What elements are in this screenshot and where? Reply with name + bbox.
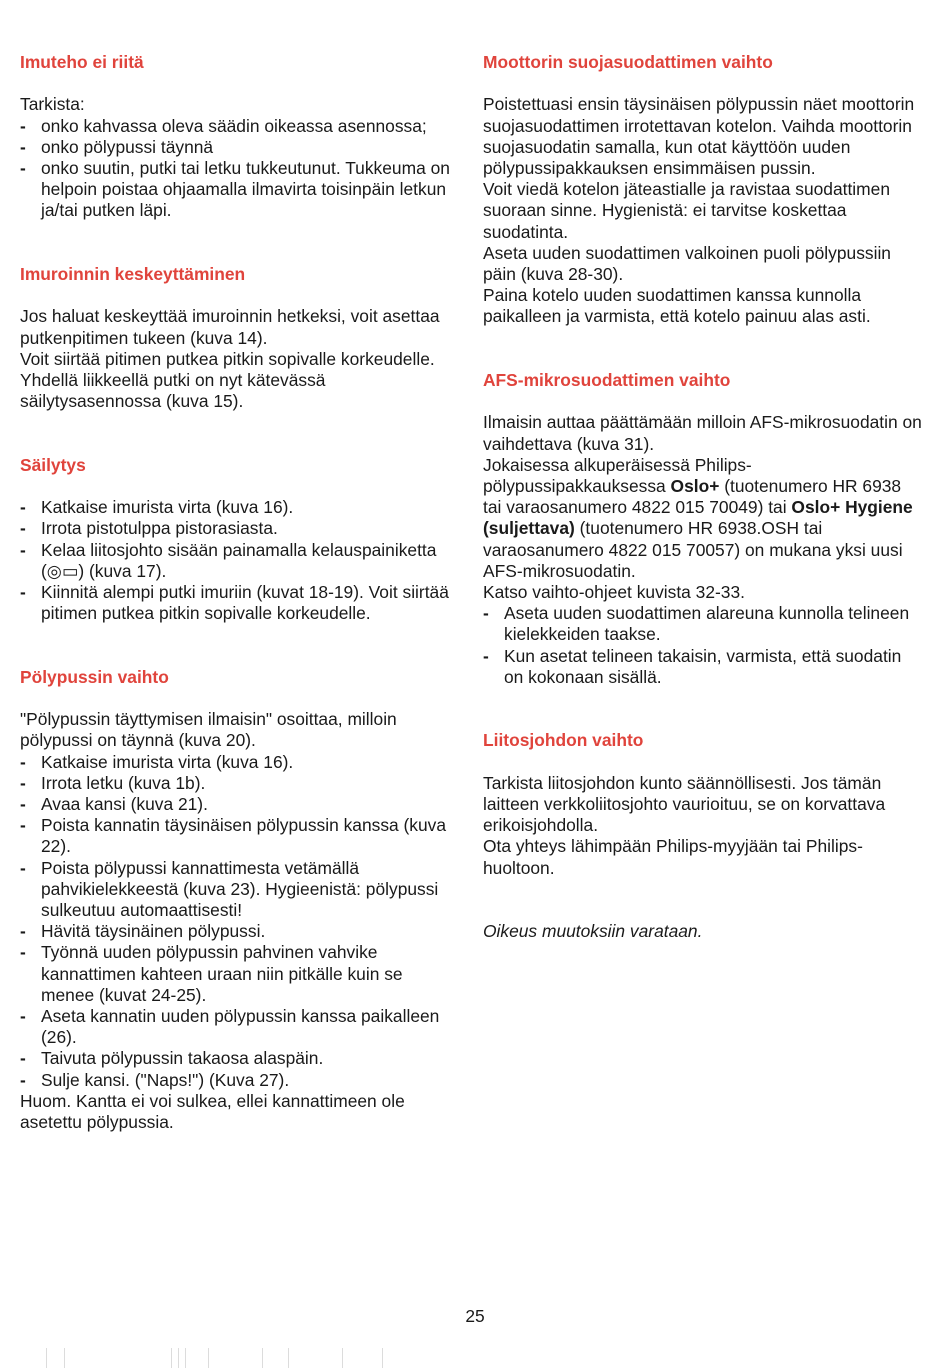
- paragraph: Poistettuasi ensin täysinäisen pölypussin näet moottorin suojasuodattimen irrotettavan kotelon. Vaihda moottorin suojasuodatin samalla, kun otat käyttöön uuden pölypussipakkauksen ensimmäisen pussin.: [483, 94, 915, 178]
- section-title-moottori: Moottorin suojasuodattimen vaihto: [483, 52, 773, 72]
- section-polypussi: [20, 667, 460, 1133]
- scan-mark: [64, 1348, 65, 1368]
- paragraph: Ota yhteys lähimpään Philips-myyjään tai Philips-huoltoon.: [483, 836, 863, 878]
- list-item: - Katkaise imurista virta (kuva 16).: [20, 752, 460, 773]
- list-item: - Aseta uuden suodattimen alareuna kunnolla telineen kielekkeiden taakse.: [483, 603, 923, 645]
- afs-list: [483, 603, 923, 688]
- paragraph: Paina kotelo uuden suodattimen kanssa kunnolla paikalleen ja varmista, että kotelo painuu alas asti.: [483, 285, 871, 327]
- section-liitosjohto: [483, 730, 923, 878]
- scan-mark: [185, 1348, 186, 1368]
- paragraph: Yhdellä liikkeellä putki on nyt kätevässä säilytysasennossa (kuva 15).: [20, 370, 326, 412]
- section-afs: [483, 370, 923, 688]
- list-item: - onko kahvassa oleva säädin oikeassa asennossa;: [20, 116, 460, 137]
- section-imuteho: [20, 52, 460, 222]
- list-item: - Poista pölypussi kannattimesta vetämällä pahvikielekkeestä (kuva 23). Hygieenistä: pölypussi sulkeutuu automaattisesti!: [20, 858, 460, 922]
- section-moottori: [483, 52, 923, 328]
- list-item: - Taivuta pölypussin takaosa alaspäin.: [20, 1048, 460, 1069]
- paragraph: Voit siirtää pitimen putkea pitkin sopivalle korkeudelle.: [20, 348, 435, 369]
- left-column: [20, 52, 460, 1133]
- list-item: - Kelaa liitosjohto sisään painamalla kelauspainiketta (◎▭) (kuva 17).: [20, 540, 460, 582]
- list-item: - Avaa kansi (kuva 21).: [20, 794, 460, 815]
- imuteho-list: [20, 116, 460, 222]
- polypussi-list: [20, 752, 460, 1091]
- list-item: - Hävitä täysinäinen pölypussi.: [20, 921, 460, 942]
- right-column: [483, 52, 923, 942]
- product-name-oslo: Oslo+: [670, 476, 720, 497]
- polypussi-note: Huom. Kantta ei voi sulkea, ellei kannattimeen ole asetettu pölypussia.: [20, 1090, 405, 1133]
- polypussi-intro: "Pölypussin täyttymisen ilmaisin" osoittaa, milloin pölypussi on täynnä (kuva 20).: [20, 709, 397, 751]
- list-item: - onko suutin, putki tai letku tukkeutunut. Tukkeuma on helpoin poistaa ohjaamalla ilmavirta toisinpäin letkun ja/tai putken läpi.: [20, 158, 460, 222]
- section-title-keskeyttaminen: Imuroinnin keskeyttäminen: [20, 264, 246, 284]
- footer-note: Oikeus muutoksiin varataan.: [483, 921, 703, 942]
- imuteho-intro: Tarkista:: [20, 94, 85, 115]
- paragraph: Jos haluat keskeyttää imuroinnin hetkeksi, voit asettaa putkenpitimen tukeen (kuva 14).: [20, 306, 440, 348]
- paragraph: Tarkista liitosjohdon kunto säännöllisesti. Jos tämän laitteen verkkoliitosjohto vaurioituu, se on korvattava erikoisjohdolla.: [483, 772, 886, 836]
- list-item: - Kiinnitä alempi putki imuriin (kuvat 18-19). Voit siirtää pitimen putkea pitkin sopivalle korkeudelle.: [20, 582, 460, 624]
- list-item: - Irrota pistotulppa pistorasiasta.: [20, 518, 460, 539]
- section-title-sailytys: Säilytys: [20, 454, 86, 475]
- list-item: - Kun asetat telineen takaisin, varmista, että suodatin on kokonaan sisällä.: [483, 646, 923, 688]
- list-item: - Työnnä uuden pölypussin pahvinen vahvike kannattimen kahteen uraan niin pitkälle kuin se menee (kuvat 24-25).: [20, 942, 460, 1006]
- section-sailytys: [20, 455, 460, 625]
- sailytys-list: [20, 497, 460, 624]
- text-run: Jokaisessa alkuperäisessä Philips-pölypussipakkauksessa: [483, 454, 752, 497]
- scan-mark: [178, 1348, 179, 1368]
- paragraph: Katso vaihto-ohjeet kuvista 32-33.: [483, 582, 745, 603]
- paragraph-products: [483, 455, 923, 582]
- text-run: (tuotenumero HR 6938 tai varaosanumero 4822 015 70049) tai: [483, 476, 902, 518]
- list-item: - Sulje kansi. ("Naps!") (Kuva 27).: [20, 1070, 460, 1091]
- section-title-afs: AFS-mikrosuodattimen vaihto: [483, 370, 731, 391]
- scan-mark: [46, 1348, 47, 1368]
- product-name-oslo-hygiene: Oslo+ Hygiene (suljettava): [483, 497, 913, 539]
- paragraph: Ilmaisin auttaa päättämään milloin AFS-mikrosuodatin on vaihdettava (kuva 31).: [483, 412, 922, 454]
- paragraph: Voit viedä kotelon jäteastialle ja ravistaa suodattimen suoraan sinne. Hygienistä: ei tarvitse koskettaa suodatinta.: [483, 179, 890, 242]
- page-number: 25: [465, 1306, 485, 1326]
- list-item: - Katkaise imurista virta (kuva 16).: [20, 497, 460, 518]
- section-keskeyttaminen: [20, 264, 460, 412]
- scan-mark: [342, 1348, 343, 1368]
- section-title-polypussi: Pölypussin vaihto: [20, 666, 169, 687]
- section-title-imuteho: Imuteho ei riitä: [20, 52, 144, 72]
- scan-mark: [171, 1348, 172, 1368]
- scan-mark: [208, 1348, 209, 1368]
- scan-mark: [262, 1348, 263, 1368]
- section-title-liitosjohto: Liitosjohdon vaihto: [483, 730, 644, 751]
- list-item: - Aseta kannatin uuden pölypussin kanssa paikalleen (26).: [20, 1006, 460, 1048]
- paragraph: Aseta uuden suodattimen valkoinen puoli pölypussiin päin (kuva 28-30).: [483, 242, 891, 285]
- list-item: - onko pölypussi täynnä: [20, 137, 460, 158]
- list-item: - Poista kannatin täysinäisen pölypussin kanssa (kuva 22).: [20, 815, 460, 857]
- list-item: - Irrota letku (kuva 1b).: [20, 773, 460, 794]
- text-run: (tuotenumero HR 6938.OSH tai varaosanumero 4822 015 70057) on mukana yksi uusi AFS-mikrosuodatin.: [483, 518, 903, 581]
- scan-mark: [382, 1348, 383, 1368]
- scan-mark: [288, 1348, 289, 1368]
